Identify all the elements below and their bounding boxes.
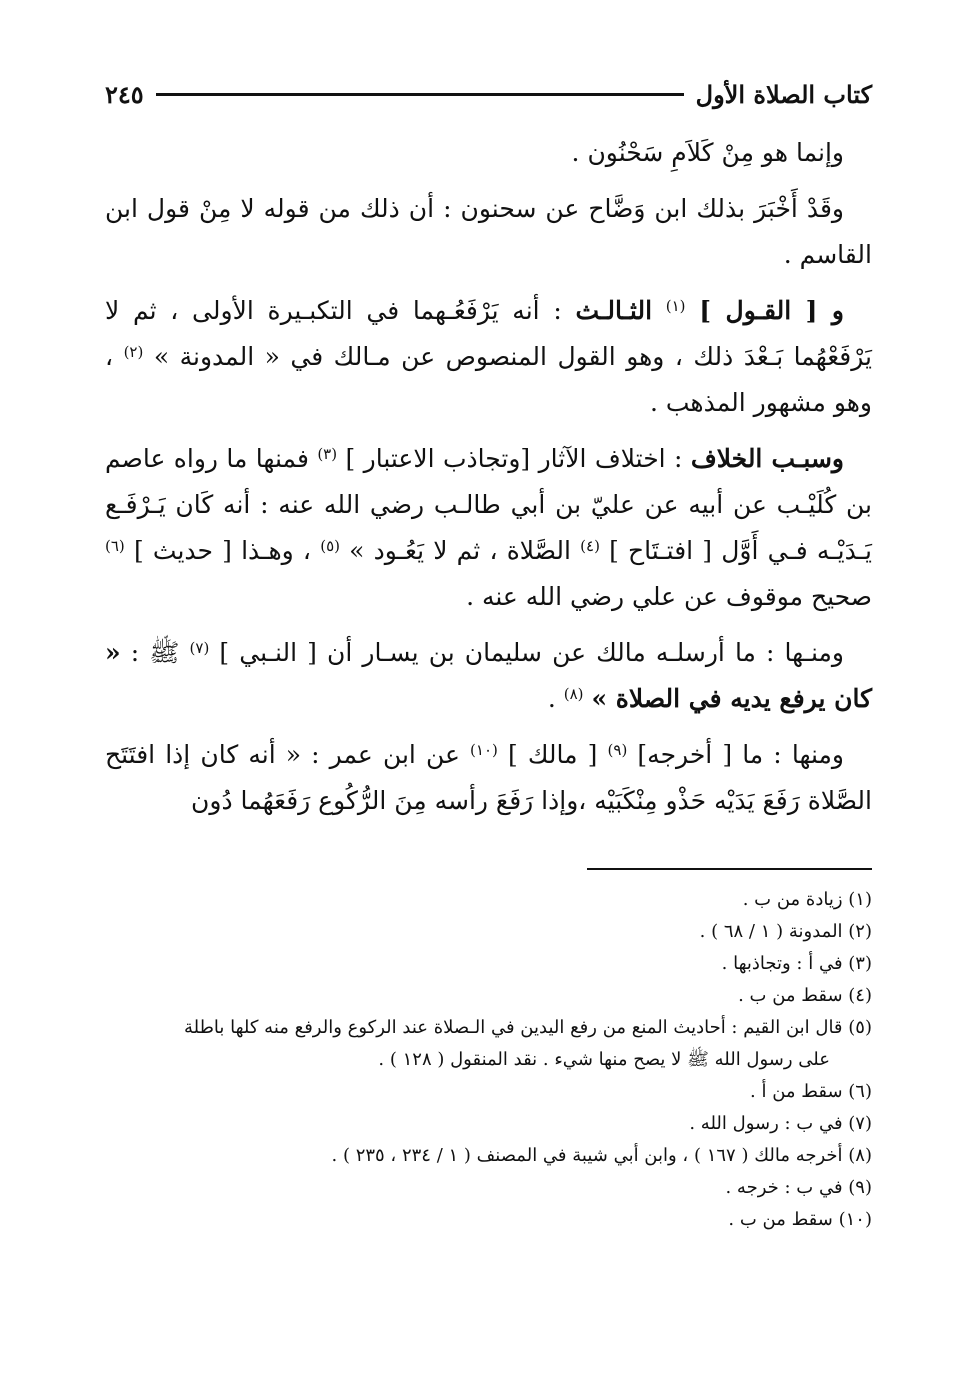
main-text [105,130,872,834]
footnotes [105,884,872,1236]
page-header [105,74,872,114]
paragraph-6-text-b: [ مالك ] [508,740,598,769]
paragraph-6-text-a: ومنها : ما [ أخرجه] [637,740,844,769]
hadith-quote: « كان يرفع يديه في الصلاة » [105,638,872,713]
paragraph-5-end: . [547,684,556,713]
footnote-ref-3: (٣) [317,445,338,463]
paragraph-2: وقَدْ أَخْبَرَ بذلك ابن وَضَّاح عن سحنون : أن ذلك من قوله لا مِنْ قول ابن القاسم . [105,194,872,269]
footnote-ref-6: (٦) [105,537,125,555]
paragraph-4-text-c: الصَّلاة ، ثم لا يَعُـود » [349,536,571,565]
footnote-2: (٢) المدونة ( ١ / ٦٨ ) . [699,921,872,942]
footnote-ref-4: (٤) [580,537,600,555]
footnote-ref-7: (٧) [189,639,210,657]
footnote-4: (٤) سقط من ب . [738,985,872,1006]
paragraph-3-text-b: ، وهو مشهور المذهب . [105,342,872,417]
paragraph-4-text-b: فمنها ما رواه عاصم بن كُلَيْـب عن أبيه عن عليّ بن أبي طالـب رضي الله عنه : أنه كَان يَـرْفَـع يَـدَيْـه فـي أَوَّل [ افتـتَاح ] [105,444,872,565]
paragraph-4-text-d: ، وهـذا [ حديث ] [133,536,312,565]
third-opinion-label: الثـالـث [575,296,653,325]
footnote-ref-8: (٨) [563,685,584,703]
running-title: كتاب الصلاة الأول [695,79,872,109]
footnote-ref-9: (٩) [607,741,628,759]
footnote-6: (٦) سقط من أ . [750,1081,872,1102]
footnote-8: (٨) أخرجه مالك ( ١٦٧ ) ، وابن أبي شيبة في المصنف ( ١ / ٢٣٤ ، ٢٣٥ ) . [331,1145,872,1166]
footnote-separator [587,868,872,870]
paragraph-4 [105,436,872,620]
paragraph-6 [105,732,872,824]
paragraph-5 [105,630,872,722]
footnote-5-continued [105,1044,872,1076]
footnote-ref-1: (١) [665,297,686,315]
paragraph-4-text-e: صحيح موقوف عن علي رضي الله عنه . [466,582,872,611]
third-opinion-lead: و [ القـول ] [699,296,844,325]
footnote-9: (٩) في ب : خرجه . [725,1177,872,1198]
paragraph-3 [105,288,872,426]
footnote-5: (٥) قال ابن القيم : أحاديث المنع من رفع اليدين في الـصلاة عند الركوع والرفع منه كلها باطلة [183,1017,872,1038]
paragraph-4-text-a: : اختلاف الآثار [وتجاذب الاعتبار ] [345,444,683,473]
footnote-1: (١) زيادة من ب . [742,889,872,910]
footnote-10: (١٠) سقط من ب . [728,1209,872,1230]
paragraph-5-text-b: ﷺ : [130,638,180,667]
page-number: ٢٤٥ [105,79,144,109]
paragraph-3-text-a: : أنه يَرْفَعُـهما في التكبـيرة الأولى ، ثم لا يَرْفَعْهُما بَـعْدَ ذلك ، وهو القول المنصوص عن مـالك في « المدونة » [105,296,872,371]
paragraph-5-text-a: ومنـها : ما أرسلـه مالك عن سليمان بن يسـار أن [ النـبي ] [219,638,845,667]
footnote-ref-10: (١٠) [470,741,498,759]
footnote-7: (٧) في ب : رسول الله . [689,1113,872,1134]
cause-of-disagreement-label: وسبـب الخلاف [690,444,844,473]
footnote-3: (٣) في أ : وتجاذبها . [721,953,872,974]
footnote-5-continued-text: على رسول الله ﷺ لا يصح منها شيء . نقد المنقول ( ١٢٨ ) . [378,1049,830,1070]
footnote-ref-2: (٢) [123,343,144,361]
footnote-ref-5: (٥) [320,537,340,555]
paragraph-6-text-c: عن ابن عمر : « أنه كان إذا افتَتَح الصَّلاة رَفَعَ يَدَيْه حَذْو مِنْكَبَيْه ،وإذا رَفَعَ رأسه مِنَ الرُّكُوع رَفَعَهُما دُون [105,740,872,815]
paragraph-1: وإنما هو مِنْ كَلاَمِ سَحْنُون . [571,138,844,167]
header-rule [156,93,684,96]
